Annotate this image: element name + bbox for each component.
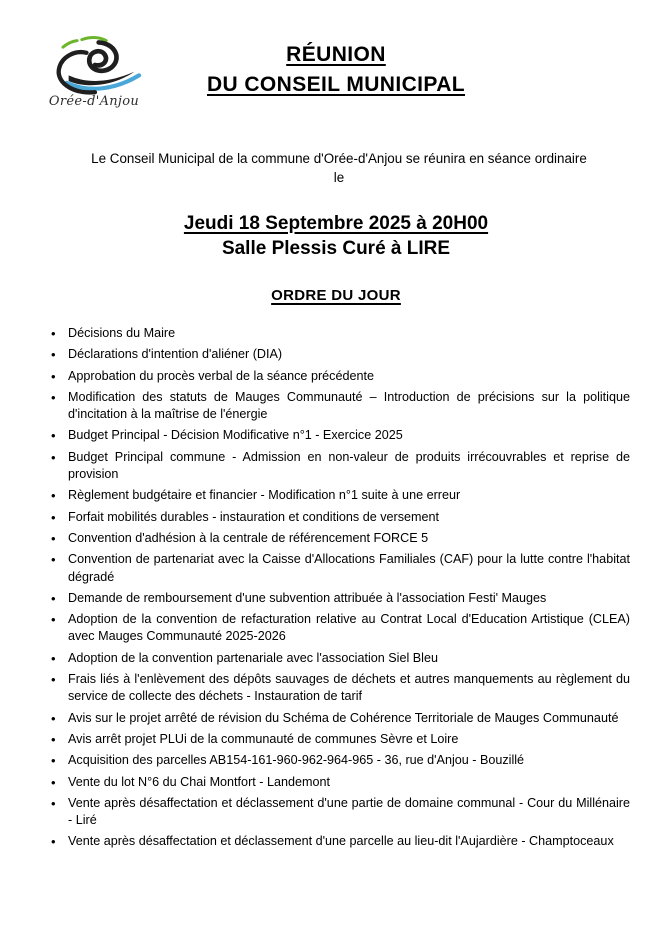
agenda-item: • Décisions du Maire xyxy=(48,325,630,342)
meeting-venue: Salle Plessis Curé à LIRE xyxy=(221,238,451,259)
agenda-heading-text: ORDRE DU JOUR xyxy=(271,287,401,304)
agenda-item: • Budget Principal commune - Admission en non-valeur de produits irrécouvrables et reprise de provision xyxy=(48,449,630,484)
agenda-item: • Approbation du procès verbal de la séance précédente xyxy=(48,368,630,385)
title-line-1: RÉUNION xyxy=(286,43,386,66)
oree-danjou-logo-icon xyxy=(46,34,142,96)
commune-logo xyxy=(42,34,146,109)
logo-leaf-arc-left xyxy=(63,41,77,48)
agenda-list xyxy=(48,325,630,851)
meeting-date: Jeudi 18 Septembre 2025 à 20H00 xyxy=(183,213,489,234)
intro-line-1: Le Conseil Municipal de la commune d'Orée-d'Anjou se réunira en séance ordinaire xyxy=(91,151,587,166)
agenda-item: • Demande de remboursement d'une subvention attribuée à l'association Festi' Mauges xyxy=(48,590,630,607)
agenda-item: • Vente du lot N°6 du Chai Montfort - Landemont xyxy=(48,774,630,791)
agenda-item: • Forfait mobilités durables - instauration et conditions de versement xyxy=(48,509,630,526)
agenda-item: • Règlement budgétaire et financier - Modification n°1 suite à une erreur xyxy=(48,487,630,504)
agenda-item: • Modification des statuts de Mauges Communauté – Introduction de précisions sur la politique d'incitation à la maîtrise de l'énergie xyxy=(48,389,630,424)
agenda-item: • Acquisition des parcelles AB154-161-960-962-964-965 - 36, rue d'Anjou - Bouzillé xyxy=(48,752,630,769)
agenda-item: • Déclarations d'intention d'aliéner (DIA) xyxy=(48,346,630,363)
agenda-heading xyxy=(0,287,672,304)
intro-paragraph xyxy=(48,149,630,187)
agenda-item: • Avis arrêt projet PLUi de la communauté de communes Sèvre et Loire xyxy=(48,731,630,748)
intro-line-2: le xyxy=(333,170,345,185)
agenda-item: • Budget Principal - Décision Modificative n°1 - Exercice 2025 xyxy=(48,427,630,444)
agenda-item: • Avis sur le projet arrêté de révision du Schéma de Cohérence Territoriale de Mauges Communauté xyxy=(48,710,630,727)
agenda-item: • Vente après désaffectation et déclassement d'une partie de domaine communal - Cour du Millénaire - Liré xyxy=(48,795,630,830)
logo-leaf-arc-right xyxy=(82,38,106,41)
agenda-item: • Convention de partenariat avec la Caisse d'Allocations Familiales (CAF) pour la lutte contre l'habitat dégradé xyxy=(48,551,630,586)
meeting-info xyxy=(0,211,672,261)
logo-caption: Orée-d'Anjou xyxy=(48,94,140,109)
agenda-item: • Convention d'adhésion à la centrale de référencement FORCE 5 xyxy=(48,530,630,547)
agenda-item: • Adoption de la convention partenariale avec l'association Siel Bleu xyxy=(48,650,630,667)
agenda-item: • Frais liés à l'enlèvement des dépôts sauvages de déchets et autres manquements au règlement du service de collecte des déchets - Instauration de tarif xyxy=(48,671,630,706)
logo-swirl-loop xyxy=(89,42,116,70)
title-line-2: DU CONSEIL MUNICIPAL xyxy=(206,73,466,96)
agenda-item: • Vente après désaffectation et déclassement d'une parcelle au lieu-dit l'Aujardière - Champtoceaux xyxy=(48,833,630,850)
agenda-item: • Adoption de la convention de refacturation relative au Contrat Local d'Education Artistique (CLEA) avec Mauges Communauté 2025-2026 xyxy=(48,611,630,646)
